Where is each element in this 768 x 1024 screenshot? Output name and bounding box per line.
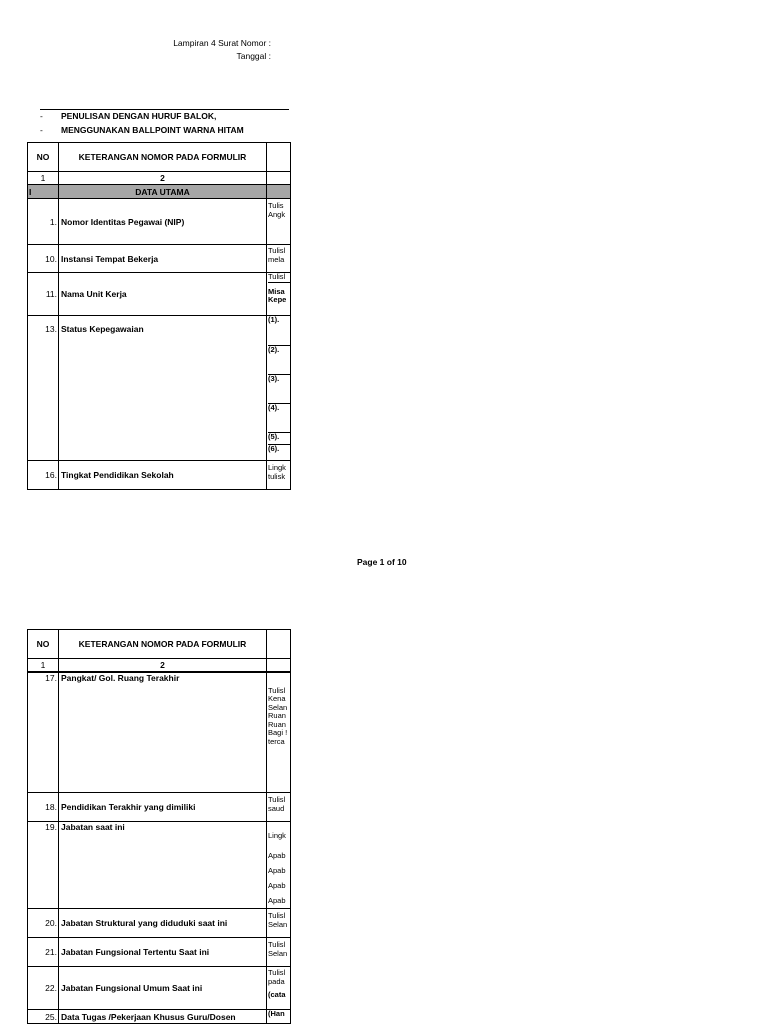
table-row bbox=[28, 938, 291, 967]
table-index-row bbox=[28, 659, 291, 672]
table-header-row bbox=[28, 143, 291, 172]
page-number: Page 1 of 10 bbox=[357, 557, 407, 567]
table-row bbox=[28, 909, 291, 938]
row-number: 10. bbox=[28, 245, 59, 273]
table-row bbox=[28, 461, 291, 490]
row-label: Jabatan Struktural yang diduduki saat ini bbox=[59, 909, 267, 938]
instruction-line: Tulisl bbox=[268, 911, 286, 920]
header-col3 bbox=[267, 630, 291, 659]
note-dash: - bbox=[40, 125, 43, 135]
table-row bbox=[28, 273, 291, 316]
index-col3 bbox=[267, 172, 291, 185]
row-instruction bbox=[267, 316, 291, 461]
instruction-line: mela bbox=[268, 254, 285, 264]
row-instruction bbox=[267, 461, 291, 490]
instruction-line: saud bbox=[268, 803, 285, 813]
table-header-row bbox=[28, 630, 291, 659]
section-row bbox=[28, 185, 291, 199]
instruction-line: Bagi ! bbox=[268, 728, 288, 737]
header-no: NO bbox=[28, 630, 59, 659]
instruction-line: Apab bbox=[268, 896, 286, 905]
index-keterangan: 2 bbox=[59, 172, 267, 185]
instruction-line: Ruan bbox=[268, 719, 286, 729]
instruction-line: Ruan bbox=[268, 711, 286, 720]
instruction-line: Apab bbox=[268, 851, 286, 860]
row-number: 1. bbox=[28, 199, 59, 245]
instruction-line: Selan bbox=[268, 948, 288, 958]
row-number: 25. bbox=[28, 1010, 59, 1024]
instruction-line: Tulisl bbox=[268, 795, 286, 804]
instruction-line: Selan bbox=[268, 702, 288, 712]
row-number: 16. bbox=[28, 461, 59, 490]
row-label: Pangkat/ Gol. Ruang Terakhir bbox=[59, 672, 267, 793]
row-number: 18. bbox=[28, 793, 59, 822]
note-item bbox=[40, 111, 290, 123]
instruction-line: (cata bbox=[268, 990, 286, 999]
instruction-line: (1). bbox=[268, 316, 290, 346]
row-label: Nama Unit Kerja bbox=[59, 273, 267, 316]
index-no: 1 bbox=[28, 172, 59, 185]
instruction-line: Tulisl bbox=[268, 940, 286, 949]
instruction-line: Lingk bbox=[268, 463, 286, 472]
instruction-line: Apab bbox=[268, 881, 286, 890]
row-instruction bbox=[267, 273, 291, 316]
row-label: Jabatan Fungsional Umum Saat ini bbox=[59, 967, 267, 1010]
instruction-line: Misa bbox=[268, 286, 285, 296]
row-label: Jabatan Fungsional Tertentu Saat ini bbox=[59, 938, 267, 967]
table-index-row bbox=[28, 172, 291, 185]
row-number: 21. bbox=[28, 938, 59, 967]
instruction-line: Tulis bbox=[268, 201, 284, 210]
section-roman: I bbox=[28, 185, 59, 199]
tanggal-label: Tanggal : bbox=[236, 51, 271, 61]
section-title: DATA UTAMA bbox=[59, 185, 267, 199]
instruction-line: pada bbox=[268, 976, 285, 986]
row-instruction bbox=[267, 909, 291, 938]
note-text: PENULISAN DENGAN HURUF BALOK, bbox=[61, 111, 217, 121]
section-col3 bbox=[267, 185, 291, 199]
instruction-line: Kepe bbox=[268, 295, 287, 304]
instruction-line: (6). bbox=[268, 444, 280, 453]
note-text: MENGGUNAKAN BALLPOINT WARNA HITAM bbox=[61, 125, 244, 135]
instruction-line: Tulisl bbox=[268, 246, 286, 255]
instruction-line: Lingk bbox=[268, 831, 286, 840]
table-row bbox=[28, 1010, 291, 1024]
header-col3 bbox=[267, 143, 291, 172]
row-instruction bbox=[267, 967, 291, 1010]
instruction-table-page-1 bbox=[27, 142, 291, 490]
index-no: 1 bbox=[28, 659, 59, 672]
index-keterangan: 2 bbox=[59, 659, 267, 672]
instruction-line: tulisk bbox=[268, 471, 286, 481]
row-instruction bbox=[267, 199, 291, 245]
row-instruction bbox=[267, 672, 291, 793]
row-number: 17. bbox=[28, 672, 59, 793]
row-instruction bbox=[267, 1010, 291, 1024]
row-instruction bbox=[267, 793, 291, 822]
table-row bbox=[28, 793, 291, 822]
row-instruction bbox=[267, 822, 291, 909]
row-number: 19. bbox=[28, 822, 59, 909]
note-dash: - bbox=[40, 111, 43, 121]
notes-top-rule bbox=[40, 109, 289, 110]
instruction-line: Kena bbox=[268, 694, 286, 703]
table-row bbox=[28, 822, 291, 909]
instruction-line: Apab bbox=[268, 866, 286, 875]
table-row bbox=[28, 967, 291, 1010]
lampiran-label: Lampiran 4 Surat Nomor : bbox=[173, 38, 271, 48]
row-number: 20. bbox=[28, 909, 59, 938]
instruction-line: (5). bbox=[268, 433, 290, 445]
row-number: 11. bbox=[28, 273, 59, 316]
header-keterangan: KETERANGAN NOMOR PADA FORMULIR bbox=[59, 143, 267, 172]
row-label: Tingkat Pendidikan Sekolah bbox=[59, 461, 267, 490]
instruction-line: Tulisl bbox=[268, 273, 290, 283]
index-col3 bbox=[267, 659, 291, 672]
row-label: Instansi Tempat Bekerja bbox=[59, 245, 267, 273]
instruction-line: terca bbox=[268, 736, 285, 746]
instruction-line: (4). bbox=[268, 404, 290, 433]
table-row bbox=[28, 199, 291, 245]
instruction-line: (3). bbox=[268, 375, 290, 404]
row-label: Pendidikan Terakhir yang dimiliki bbox=[59, 793, 267, 822]
row-number: 13. bbox=[28, 316, 59, 461]
row-label: Nomor Identitas Pegawai (NIP) bbox=[59, 199, 267, 245]
row-label: Data Tugas /Pekerjaan Khusus Guru/Dosen bbox=[59, 1010, 267, 1024]
instruction-table-page-2 bbox=[27, 629, 291, 1024]
row-number: 22. bbox=[28, 967, 59, 1010]
row-label: Jabatan saat ini bbox=[59, 822, 267, 909]
note-item bbox=[40, 125, 290, 137]
header-no: NO bbox=[28, 143, 59, 172]
instruction-line: Tulisl bbox=[268, 968, 286, 977]
header-keterangan: KETERANGAN NOMOR PADA FORMULIR bbox=[59, 630, 267, 659]
instruction-line: Angk bbox=[268, 209, 286, 219]
row-instruction bbox=[267, 938, 291, 967]
table-row bbox=[28, 245, 291, 273]
table-row bbox=[28, 316, 291, 461]
instruction-line: (Han bbox=[268, 1009, 285, 1018]
instruction-line: Selan bbox=[268, 919, 288, 929]
row-label: Status Kepegawaian bbox=[59, 316, 267, 461]
table-row bbox=[28, 672, 291, 793]
row-instruction bbox=[267, 245, 291, 273]
instruction-line: (2). bbox=[268, 346, 290, 375]
instruction-line: Tulisl bbox=[268, 685, 286, 695]
